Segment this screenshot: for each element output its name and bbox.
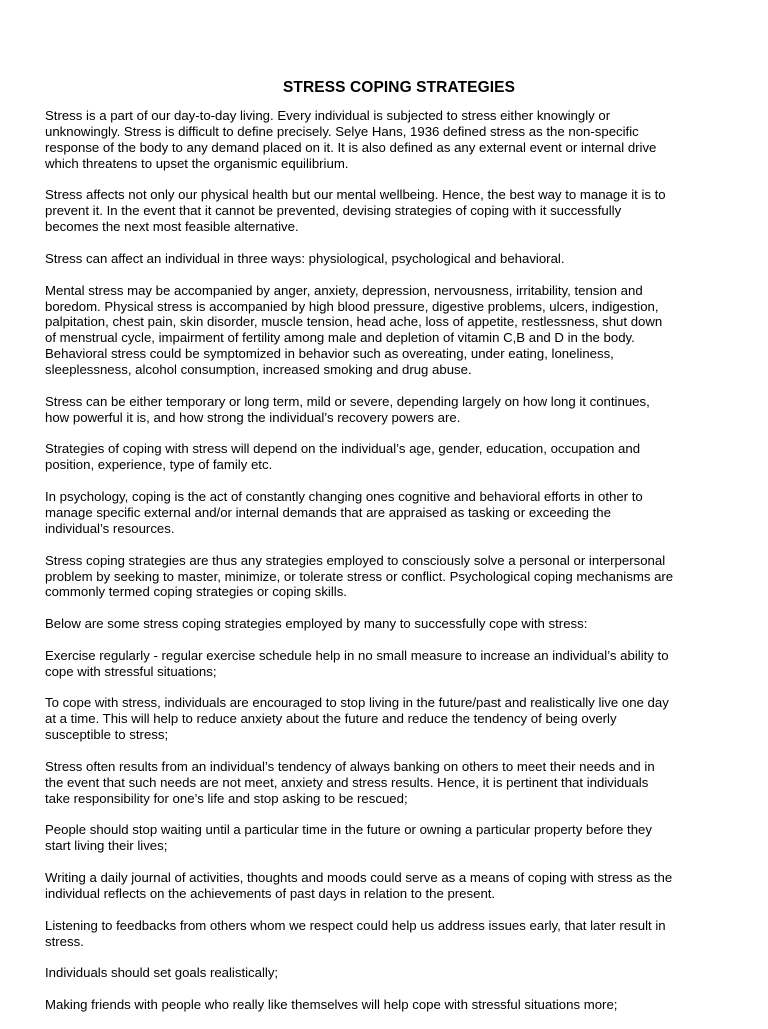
paragraph-strategies-intro: Below are some stress coping strategies employed by many to successfully cope with stress: [45, 616, 588, 632]
paragraph-prevention: Stress affects not only our physical health but our mental wellbeing. Hence, the best way to manage it is to prevent it. In the event that it cannot be prevented, devising strategies of coping with it successfully becomes the next most feasible alternative. [45, 187, 666, 235]
paragraph-coping-strategies: Stress coping strategies are thus any strategies employed to consciously solve a personal or interpersonal problem by seeking to master, minimize, or tolerate stress or conflict. Psychological coping mechanisms are commonly termed coping strategies or coping skills. [45, 552, 674, 600]
paragraph-responsibility: Stress often results from an individual’s tendency of always banking on others to meet their needs and in the event that such needs are not meet, anxiety and stress results. Hence, it is pertinent that individuals take responsibility for one’s life and stop asking to be rescued; [45, 758, 655, 806]
paragraph-feedback: Listening to feedbacks from others whom we respect could help us address issues early, that later result in stress. [45, 917, 666, 949]
paragraph-one-day: To cope with stress, individuals are encouraged to stop living in the future/past and realistically live one day at a time. This will help to reduce anxiety about the future and reduce the tendency of being overly susceptible to stress; [45, 695, 669, 743]
document-title: STRESS COPING STRATEGIES [282, 79, 516, 96]
paragraph-three-ways: Stress can affect an individual in three ways: physiological, psychological and behavioral. [45, 250, 565, 266]
paragraph-duration: Stress can be either temporary or long term, mild or severe, depending largely on how long it continues, how powerful it is, and how strong the individual’s recovery powers are. [45, 393, 650, 425]
paragraph-friends: Making friends with people who really like themselves will help cope with stressful situations more; [45, 997, 618, 1012]
paragraph-start-living: People should stop waiting until a particular time in the future or owning a particular property before they start living their lives; [45, 822, 652, 854]
paragraph-coping-definition: In psychology, coping is the act of constantly changing ones cognitive and behavioral efforts in other to manage specific external and/or internal demands that are appraised as tasking or exceeding the individual’s resources. [45, 489, 643, 536]
paragraph-exercise: Exercise regularly - regular exercise schedule help in no small measure to increase an individual’s ability to cope with stressful situations; [45, 647, 669, 679]
paragraph-factors: Strategies of coping with stress will depend on the individual’s age, gender, education, occupation and position, experience, type of family etc. [45, 441, 641, 473]
paragraph-journal: Writing a daily journal of activities, thoughts and moods could serve as a means of coping with stress as the individual reflects on the achievements of past days in relation to the present. [45, 870, 673, 901]
document-page [45, 78, 753, 1029]
paragraph-symptoms: Mental stress may be accompanied by anger, anxiety, depression, nervousness, irritability, tension and boredom. Physical stress is accompanied by high blood pressure, digestive problems, ulcers, indigestion, palpitation, chest pain, skin disorder, muscle tension, head ache, loss of appetite, restlessness, shut down of menstrual cycle, impairment of fertility among male and depletion of vitamin C,B and D in the body. Behavioral stress could be symptomized in behavior such as overeating, under eating, loneliness, sleeplessness, alcohol consumption, increased smoking and drug abuse. [45, 282, 663, 378]
paragraph-definition: Stress is a part of our day-to-day living. Every individual is subjected to stress either knowingly or unknowingly. Stress is difficult to define precisely. Selye Hans, 1936 defined stress as the non-specific response of the body to any demand placed on it. It is also defined as any external event or internal drive which threatens to upset the organismic equilibrium. [45, 108, 657, 171]
document-body [45, 108, 753, 1013]
paragraph-goals: Individuals should set goals realistically; [45, 965, 279, 981]
